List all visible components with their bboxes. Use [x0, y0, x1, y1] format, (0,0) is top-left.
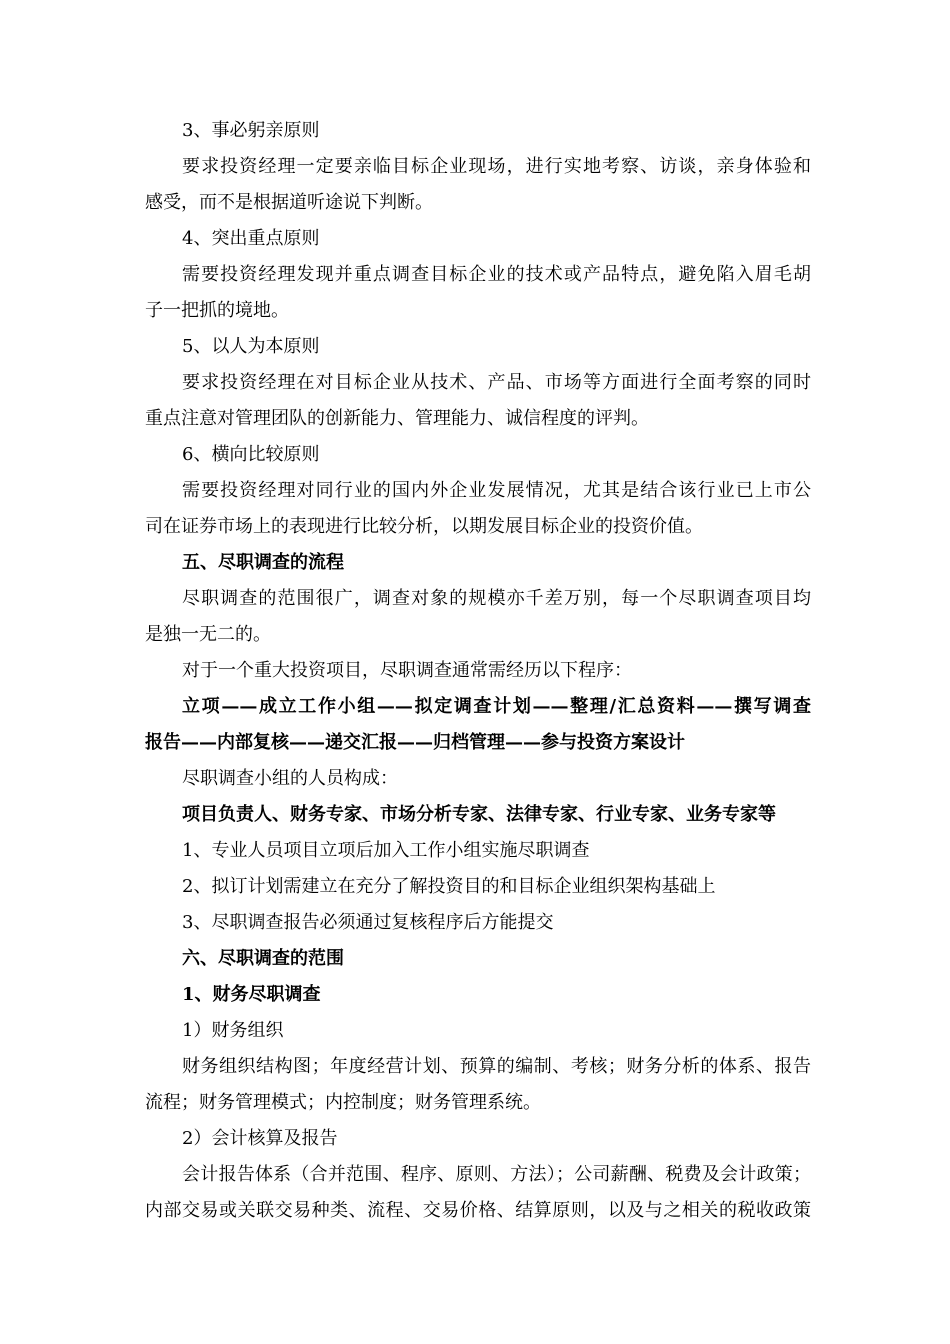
- heading-line: 1、财务尽职调查: [182, 984, 321, 1005]
- body-text-line: 要求投资经理一定要亲临目标企业现场，进行实地考察、访谈，亲身体验和: [182, 156, 811, 177]
- body-text-line: 需要投资经理对同行业的国内外企业发展情况，尤其是结合该行业已上市公: [182, 480, 811, 501]
- body-text-line: 1、专业人员项目立项后加入工作小组实施尽职调查: [182, 840, 590, 861]
- heading-line: 项目负责人、财务专家、市场分析专家、法律专家、行业专家、业务专家等: [182, 804, 776, 825]
- body-text-line: 财务组织结构图；年度经营计划、预算的编制、考核；财务分析的体系、报告: [182, 1056, 811, 1077]
- body-text-line: 是独一无二的。: [145, 624, 271, 645]
- body-text-line: 要求投资经理在对目标企业从技术、产品、市场等方面进行全面考察的同时: [182, 372, 811, 393]
- body-text-line: 6、横向比较原则: [182, 444, 320, 465]
- heading-line: 报告——内部复核——递交汇报——归档管理——参与投资方案设计: [145, 732, 685, 753]
- body-text-line: 2、拟订计划需建立在充分了解投资目的和目标企业组织架构基础上: [182, 876, 716, 897]
- body-text-line: 尽职调查的范围很广，调查对象的规模亦千差万别，每一个尽职调查项目均: [182, 588, 811, 609]
- body-text-line: 内部交易或关联交易种类、流程、交易价格、结算原则，以及与之相关的税收政策: [145, 1200, 811, 1221]
- heading-line: 立项——成立工作小组——拟定调查计划——整理/汇总资料——撰写调查: [182, 696, 811, 717]
- body-text-line: 司在证券市场上的表现进行比较分析，以期发展目标企业的投资价值。: [145, 516, 703, 537]
- body-text-line: 1）财务组织: [182, 1020, 284, 1041]
- body-text-line: 重点注意对管理团队的创新能力、管理能力、诚信程度的评判。: [145, 408, 649, 429]
- body-text-line: 流程；财务管理模式；内控制度；财务管理系统。: [145, 1092, 541, 1113]
- body-text-line: 子一把抓的境地。: [145, 300, 289, 321]
- body-text-line: 2）会计核算及报告: [182, 1128, 338, 1149]
- body-text-line: 3、尽职调查报告必须通过复核程序后方能提交: [182, 912, 554, 933]
- body-text-line: 感受，而不是根据道听途说下判断。: [145, 192, 433, 213]
- heading-line: 五、尽职调查的流程: [182, 552, 344, 573]
- body-text-line: 3、事必躬亲原则: [182, 120, 320, 141]
- document-body: [145, 113, 811, 1229]
- body-text-line: 需要投资经理发现并重点调查目标企业的技术或产品特点，避免陷入眉毛胡: [182, 264, 811, 285]
- body-text-line: 5、以人为本原则: [182, 336, 320, 357]
- heading-line: 六、尽职调查的范围: [182, 948, 344, 969]
- body-text-line: 尽职调查小组的人员构成：: [182, 768, 398, 789]
- body-text-line: 会计报告体系（合并范围、程序、原则、方法）；公司薪酬、税费及会计政策；: [182, 1164, 811, 1185]
- body-text-line: 对于一个重大投资项目，尽职调查通常需经历以下程序：: [182, 660, 632, 681]
- body-text-line: 4、突出重点原则: [182, 228, 320, 249]
